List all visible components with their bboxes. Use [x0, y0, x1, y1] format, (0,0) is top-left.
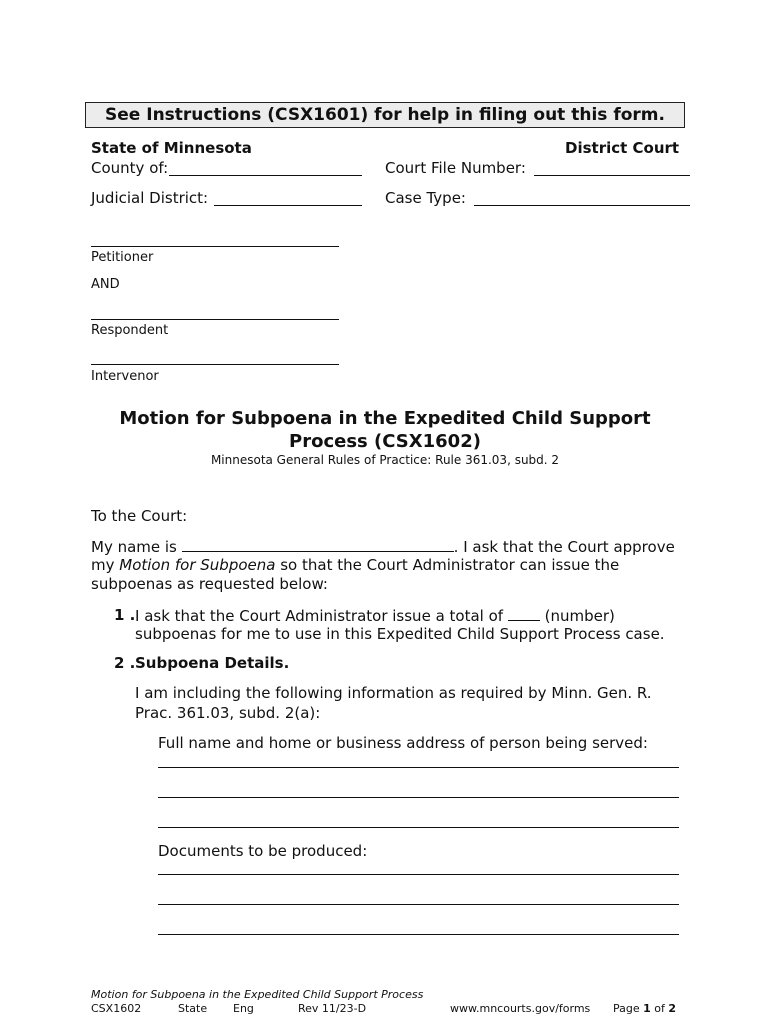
case-type-label: Case Type: — [385, 189, 466, 207]
petitioner-field[interactable] — [91, 246, 339, 247]
salutation: To the Court: — [91, 507, 188, 525]
footer-lang: Eng — [233, 1002, 254, 1015]
page-total: 2 — [668, 1002, 677, 1015]
footer-rev: Rev 11/23-D — [298, 1002, 367, 1015]
item1-number: 1 . — [114, 606, 136, 624]
footer-page — [613, 1002, 676, 1016]
item2-line1: I am including the following information as required by Minn. Gen. R. — [135, 684, 652, 702]
footer-form-title: Motion for Subpoena in the Expedited Child Support Process — [91, 988, 424, 1001]
intervenor-label: Intervenor — [91, 369, 159, 384]
rule-citation: Minnesota General Rules of Practice: Rule 361.03, subd. 2 — [210, 453, 560, 467]
item1-number-label: (number) — [544, 607, 615, 625]
served-field-2[interactable] — [158, 797, 679, 798]
motion-line — [91, 556, 619, 575]
documents-field-3[interactable] — [158, 934, 679, 935]
footer-code: CSX1602 — [91, 1002, 142, 1015]
motion-line-pre: my — [91, 556, 120, 574]
item2-title: Subpoena Details. — [135, 654, 290, 672]
page-prefix: Page — [613, 1002, 640, 1015]
court-file-number-field[interactable] — [534, 175, 690, 176]
served-field-1[interactable] — [158, 767, 679, 768]
motion-name: Motion for Subpoena — [119, 556, 276, 574]
respondent-label: Respondent — [91, 323, 169, 338]
name-prefix: My name is — [91, 538, 177, 556]
request-line: subpoenas as requested below: — [91, 575, 328, 593]
court-label: District Court — [565, 139, 680, 157]
state-label: State of Minnesota — [91, 139, 252, 157]
county-label: County of: — [91, 159, 169, 177]
motion-line-post: so that the Court Administrator can issue the — [275, 556, 620, 574]
judicial-district-label: Judicial District: — [91, 189, 209, 207]
county-field[interactable] — [169, 175, 362, 176]
intervenor-field[interactable] — [91, 364, 339, 365]
served-field-3[interactable] — [158, 827, 679, 828]
item1-text: I ask that the Court Administrator issue a total of — [135, 607, 504, 625]
page-number: 1 — [643, 1002, 651, 1015]
subpoena-count-field[interactable] — [508, 606, 540, 621]
footer-state: State — [178, 1002, 208, 1015]
documents-field-1[interactable] — [158, 874, 679, 875]
respondent-field[interactable] — [91, 319, 339, 320]
instructions-notice: See Instructions (CSX1601) for help in filing out this form. — [85, 102, 685, 128]
court-file-number-label: Court File Number: — [385, 159, 526, 177]
page-of: of — [654, 1002, 665, 1015]
form-title-line2: Process (CSX1602) — [289, 431, 481, 452]
documents-field-2[interactable] — [158, 904, 679, 905]
item1-line1 — [135, 606, 615, 626]
item2-number: 2 . — [114, 654, 136, 672]
judicial-district-field[interactable] — [214, 205, 362, 206]
form-title-line1: Motion for Subpoena in the Expedited Child Support — [119, 408, 651, 429]
documents-label: Documents to be produced: — [158, 842, 368, 860]
name-field[interactable] — [182, 537, 454, 552]
name-suffix: . I ask that the Court approve — [453, 538, 675, 556]
petitioner-label: Petitioner — [91, 250, 154, 265]
item2-line2: Prac. 361.03, subd. 2(a): — [135, 704, 321, 722]
served-label: Full name and home or business address of person being served: — [158, 734, 648, 752]
and-label: AND — [91, 277, 120, 292]
item1-line2: subpoenas for me to use in this Expedited Child Support Process case. — [135, 625, 665, 643]
name-line — [91, 537, 675, 557]
footer-url[interactable]: www.mncourts.gov/forms — [450, 1002, 591, 1015]
case-type-field[interactable] — [474, 205, 690, 206]
